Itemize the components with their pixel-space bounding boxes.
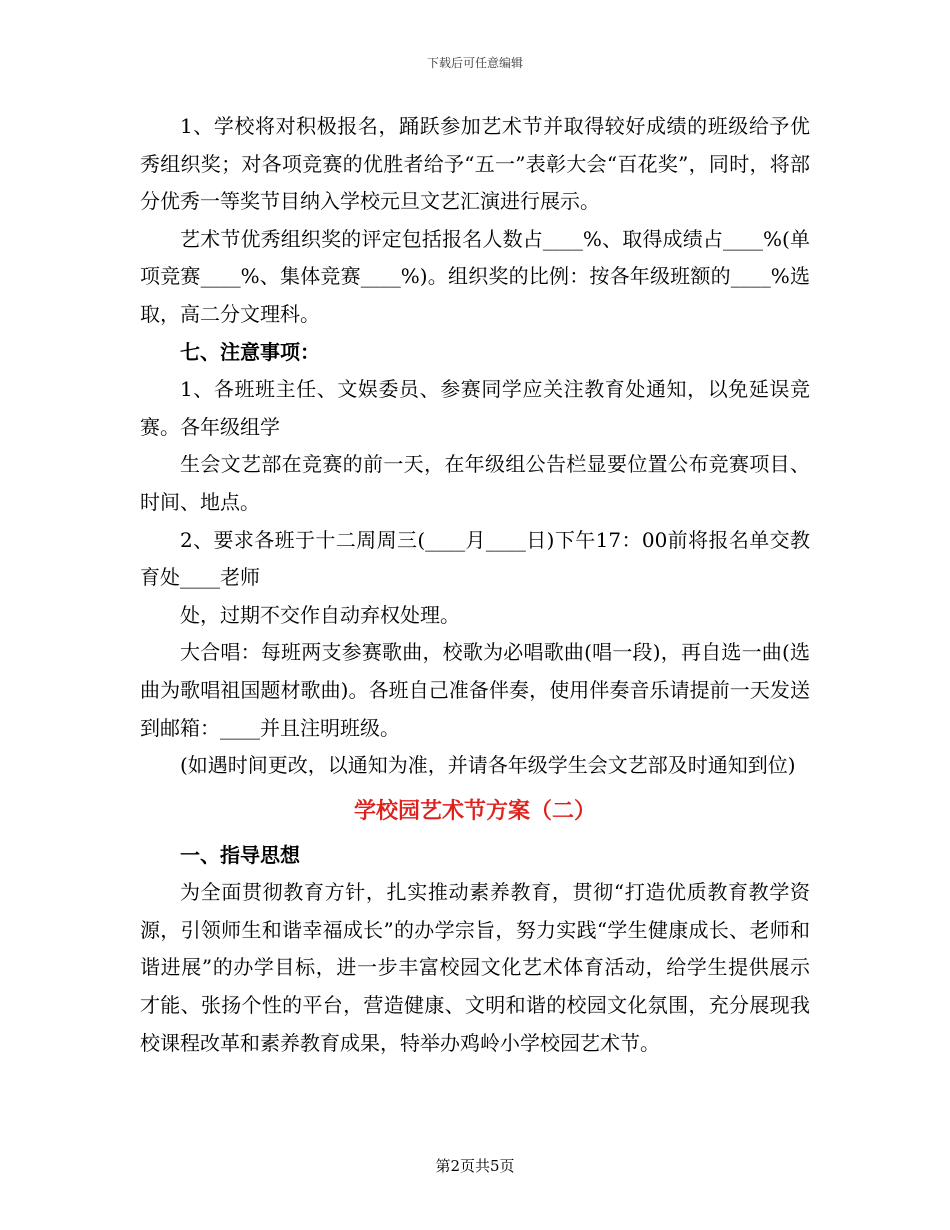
- notes-heading: 七、注意事项：: [180, 339, 320, 364]
- page-header: 下载后可任意编辑: [426, 56, 523, 70]
- time-change-note: (如遇时间更改，以通知为准，并请各年级学生会文艺部及时通知到位): [180, 753, 796, 778]
- notes-item-2-cont: 处，过期不交作自动弃权处理。: [180, 602, 460, 627]
- guiding-thought-heading: 一、指导思想: [180, 842, 300, 867]
- notes-item-1: 1、各班班主任、文娱委员、参赛同学应关注教育处通知，以免延误竞赛。各年级组学: [140, 377, 810, 439]
- notes-item-1-cont: 生会文艺部在竞赛的前一天，在年级组公告栏显要位置公布竞赛项目、时间、地点。: [140, 452, 810, 514]
- section-title: 学校园艺术节方案（二）: [353, 797, 596, 824]
- document-body: [140, 108, 810, 1062]
- award-criteria-paragraph: 艺术节优秀组织奖的评定包括报名人数占____%、取得成绩占____%(单项竞赛____%、集体竞赛____%)。组织奖的比例：按各年级班额的____%选取，高二分文理科。: [140, 226, 810, 326]
- page-footer: 第2页共5页: [435, 1157, 515, 1175]
- notes-item-2: 2、要求各班于十二周周三(____月____日)下午17：00前将报名单交教育处____老师: [140, 527, 810, 590]
- award-paragraph: 1、学校将对积极报名，踊跃参加艺术节并取得较好成绩的班级给予优秀组织奖；对各项竞赛的优胜者给予“五一”表彰大会“百花奖”，同时，将部分优秀一等奖节目纳入学校元旦文艺汇演进行展示。: [140, 114, 810, 214]
- chorus-paragraph: 大合唱：每班两支参赛歌曲，校歌为必唱歌曲(唱一段)，再自选一曲(选曲为歌唱祖国题材歌曲)。各班自己准备伴奏，使用伴奏音乐请提前一天发送到邮箱：____并且注明班级。: [140, 640, 810, 740]
- guiding-thought-body: 为全面贯彻教育方针，扎实推动素养教育，贯彻“打造优质教育教学资源，引领师生和谐幸福成长”的办学宗旨，努力实践“学生健康成长、老师和谐进展”的办学目标，进一步丰富校园文化艺术体育活动，给学生提供展示才能、张扬个性的平台，营造健康、文明和谐的校园文化氛围，充分展现我校课程改革和素养教育成果，特举办鸡岭小学校园艺术节。: [140, 880, 810, 1055]
